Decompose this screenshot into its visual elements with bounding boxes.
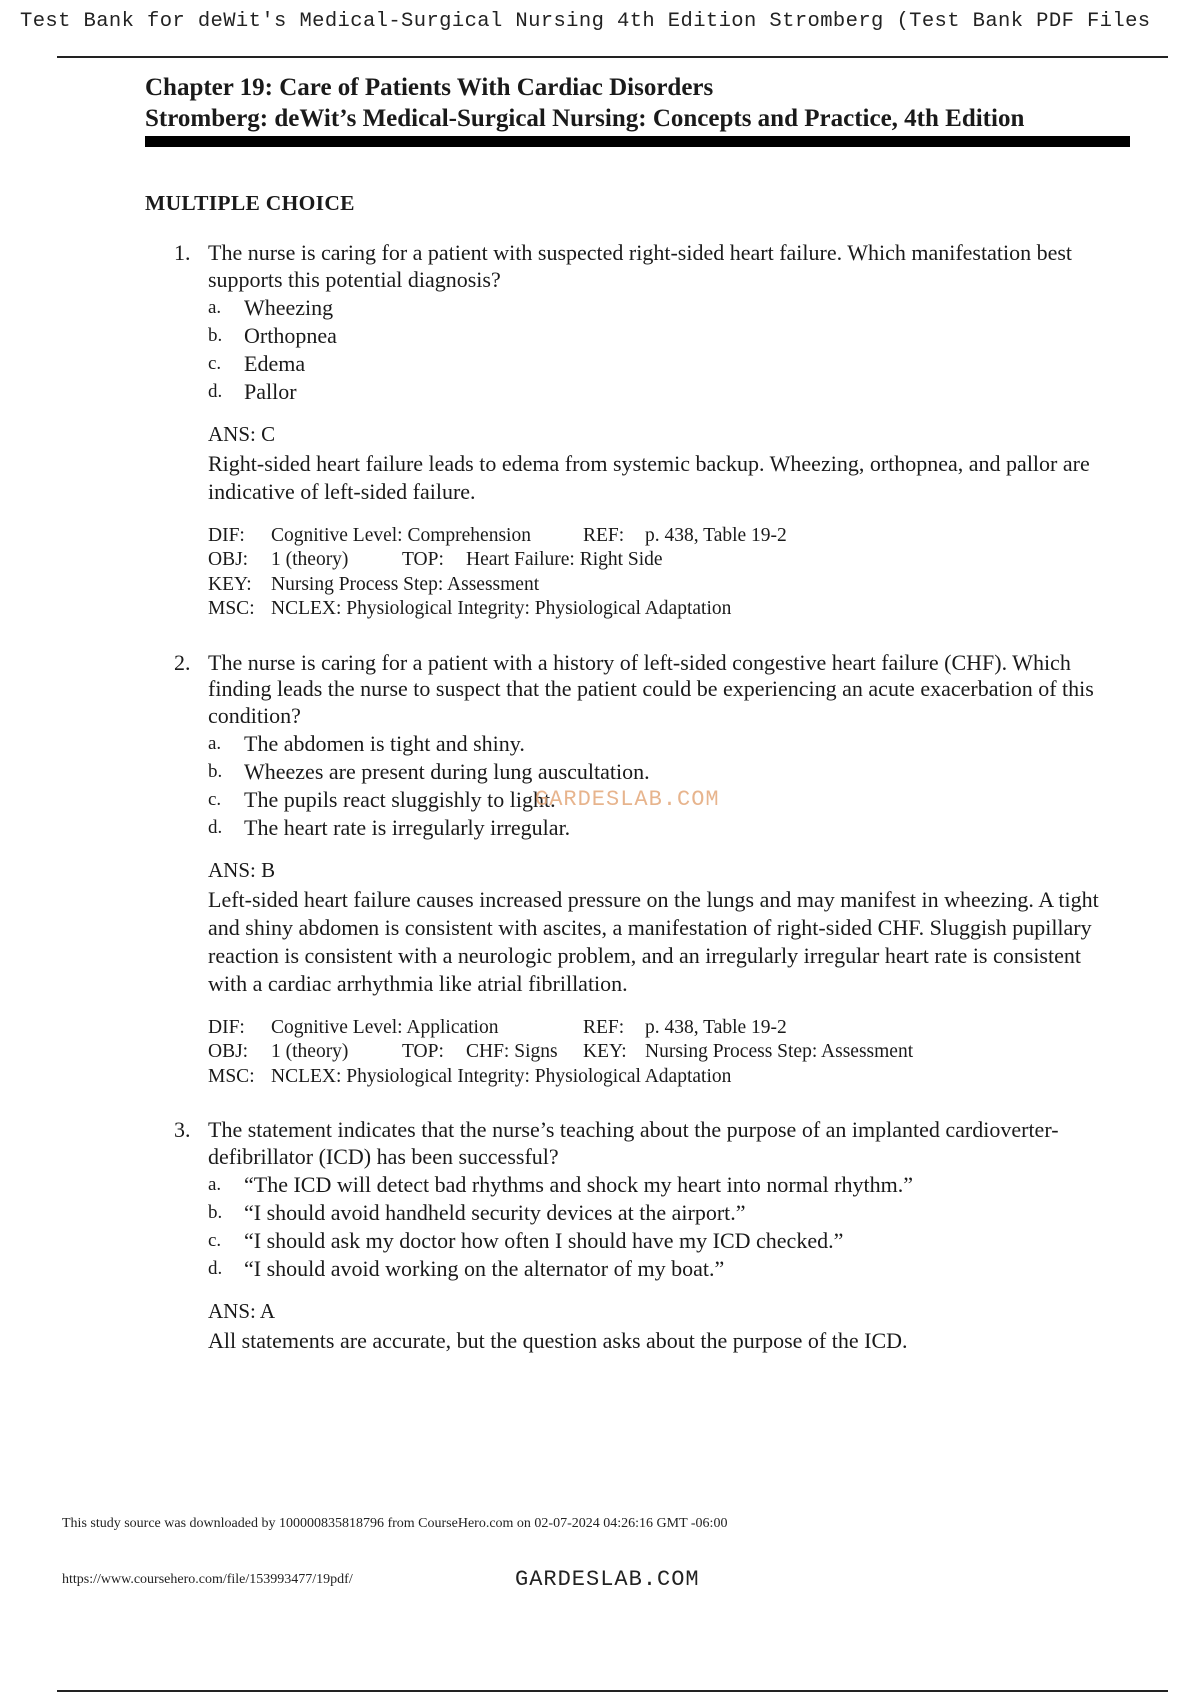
- meta-label: TOP:: [402, 549, 444, 570]
- question-3: [145, 1117, 1125, 1355]
- meta-label: REF:: [583, 1016, 625, 1038]
- question-metadata: [208, 1016, 1125, 1090]
- meta-label: DIF:: [208, 1016, 245, 1038]
- meta-key-step: Nursing Process Step: Assessment: [645, 1041, 914, 1062]
- section-heading: MULTIPLE CHOICE: [145, 191, 355, 215]
- option-text: “The ICD will detect bad rhythms and shock my heart into normal rhythm.”: [244, 1172, 914, 1197]
- watermark: GARDESLAB.COM: [535, 787, 720, 812]
- document-banner: Test Bank for deWit's Medical-Surgical Nursing 4th Edition Stromberg (Test Bank PDF Files: [20, 10, 1151, 33]
- question-number: 1.: [174, 240, 191, 265]
- option-a: [208, 294, 1125, 322]
- question-metadata: [208, 524, 1125, 622]
- chapter-title: Chapter 19: Care of Patients With Cardiac Disorders: [145, 74, 714, 101]
- answer-options: [208, 294, 1125, 406]
- footer-brand: GARDESLAB.COM: [515, 1567, 700, 1592]
- rationale: Left-sided heart failure causes increased pressure on the lungs and may manifest in wheezing. A tight and shiny abdomen is consistent with ascites, a manifestation of right-sided CHF. Sluggish pupillary reaction is consistent with a neurologic problem, and an irregularly irregular heart rate is consistent with a cardiac arrhythmia like atrial fibrillation.: [208, 886, 1099, 996]
- question-number: 3.: [174, 1117, 191, 1142]
- meta-label: MSC:: [208, 598, 255, 619]
- option-b: [208, 758, 1125, 786]
- question-stem: The nurse is caring for a patient with a history of left-sided congestive heart failure (CHF). Which finding leads the nurse to suspect that the patient could be experiencing an acute exacerbation of this condition?: [208, 649, 1094, 728]
- meta-key-step: Nursing Process Step: Assessment: [271, 573, 540, 595]
- option-b: [208, 1199, 1125, 1227]
- option-letter: b.: [208, 761, 223, 782]
- meta-misc: NCLEX: Physiological Integrity: Physiological Adaptation: [271, 598, 732, 619]
- option-d: [208, 378, 1125, 406]
- meta-label: OBJ:: [208, 1041, 249, 1062]
- option-text: “I should avoid handheld security devices at the airport.”: [244, 1200, 746, 1225]
- question-1: [145, 240, 1125, 622]
- meta-label: KEY:: [583, 1041, 627, 1062]
- option-letter: c.: [208, 789, 222, 810]
- option-text: Pallor: [244, 379, 297, 404]
- option-text: Wheezes are present during lung auscultation.: [244, 759, 650, 784]
- meta-label: TOP:: [402, 1041, 444, 1062]
- option-c: [208, 1227, 1125, 1255]
- option-letter: a.: [208, 297, 222, 318]
- meta-topic: CHF: Signs: [466, 1041, 558, 1062]
- rationale: All statements are accurate, but the question asks about the purpose of the ICD.: [208, 1327, 908, 1353]
- option-letter: b.: [208, 325, 223, 346]
- meta-label: MSC:: [208, 1065, 255, 1087]
- meta-label: KEY:: [208, 573, 252, 595]
- option-text: “I should ask my doctor how often I should have my ICD checked.”: [244, 1228, 844, 1253]
- option-text: “I should avoid working on the alternator of my boat.”: [244, 1256, 725, 1281]
- source-url-link[interactable]: https://www.coursehero.com/file/153993477/19pdf/: [62, 1572, 353, 1587]
- option-letter: a.: [208, 1174, 222, 1195]
- option-d: [208, 814, 1125, 842]
- meta-label: OBJ:: [208, 549, 249, 570]
- meta-topic: Heart Failure: Right Side: [466, 549, 663, 570]
- meta-reference: p. 438, Table 19-2: [645, 1016, 787, 1038]
- option-letter: c.: [208, 353, 222, 374]
- option-letter: b.: [208, 1202, 223, 1223]
- bottom-divider: [57, 1690, 1168, 1692]
- option-d: [208, 1255, 1125, 1283]
- option-b: [208, 322, 1125, 350]
- top-divider: [57, 56, 1168, 58]
- option-a: [208, 730, 1125, 758]
- option-a: [208, 1171, 1125, 1199]
- meta-label: DIF:: [208, 524, 245, 546]
- page-content: [145, 72, 1125, 1355]
- answer-key: ANS: B: [208, 858, 276, 882]
- book-title: Stromberg: deWit’s Medical-Surgical Nursing: Concepts and Practice, 4th Edition: [145, 105, 1025, 132]
- option-text: The abdomen is tight and shiny.: [244, 731, 525, 756]
- option-text: Edema: [244, 351, 306, 376]
- answer-options: [208, 730, 1125, 842]
- download-notice: This study source was downloaded by 100000835818796 from CourseHero.com on 02-07-2024 04:26:16 GMT -06:00: [62, 1516, 728, 1531]
- meta-objective: 1 (theory): [271, 549, 349, 570]
- option-letter: c.: [208, 1230, 222, 1251]
- option-letter: d.: [208, 1258, 223, 1279]
- meta-reference: p. 438, Table 19-2: [645, 524, 787, 546]
- question-stem: The nurse is caring for a patient with suspected right-sided heart failure. Which manifestation best supports this potential diagnosis?: [208, 240, 1073, 292]
- answer-options: [208, 1171, 1125, 1283]
- rationale: Right-sided heart failure leads to edema from systemic backup. Wheezing, orthopnea, and pallor are indicative of left-sided failure.: [208, 450, 1090, 504]
- answer-key: ANS: C: [208, 422, 276, 446]
- answer-key: ANS: A: [208, 1299, 276, 1323]
- question-2: [145, 650, 1125, 1090]
- meta-label: REF:: [583, 524, 625, 546]
- option-letter: a.: [208, 733, 222, 754]
- meta-difficulty: Cognitive Level: Application: [271, 1016, 499, 1038]
- option-letter: d.: [208, 817, 223, 838]
- option-c: [208, 350, 1125, 378]
- option-letter: d.: [208, 381, 223, 402]
- option-text: The pupils react sluggishly to light.: [244, 787, 556, 812]
- meta-difficulty: Cognitive Level: Comprehension: [271, 524, 531, 546]
- option-text: Wheezing: [244, 295, 334, 320]
- option-text: Orthopnea: [244, 323, 337, 348]
- meta-objective: 1 (theory): [271, 1041, 349, 1062]
- title-underline: [145, 136, 1130, 147]
- option-text: The heart rate is irregularly irregular.: [244, 815, 571, 840]
- title-block: [145, 72, 1125, 134]
- question-number: 2.: [174, 649, 191, 675]
- question-stem: The statement indicates that the nurse’s teaching about the purpose of an implanted cardioverter-defibrillator (ICD) has been successful?: [208, 1117, 1059, 1169]
- meta-misc: NCLEX: Physiological Integrity: Physiological Adaptation: [271, 1065, 732, 1087]
